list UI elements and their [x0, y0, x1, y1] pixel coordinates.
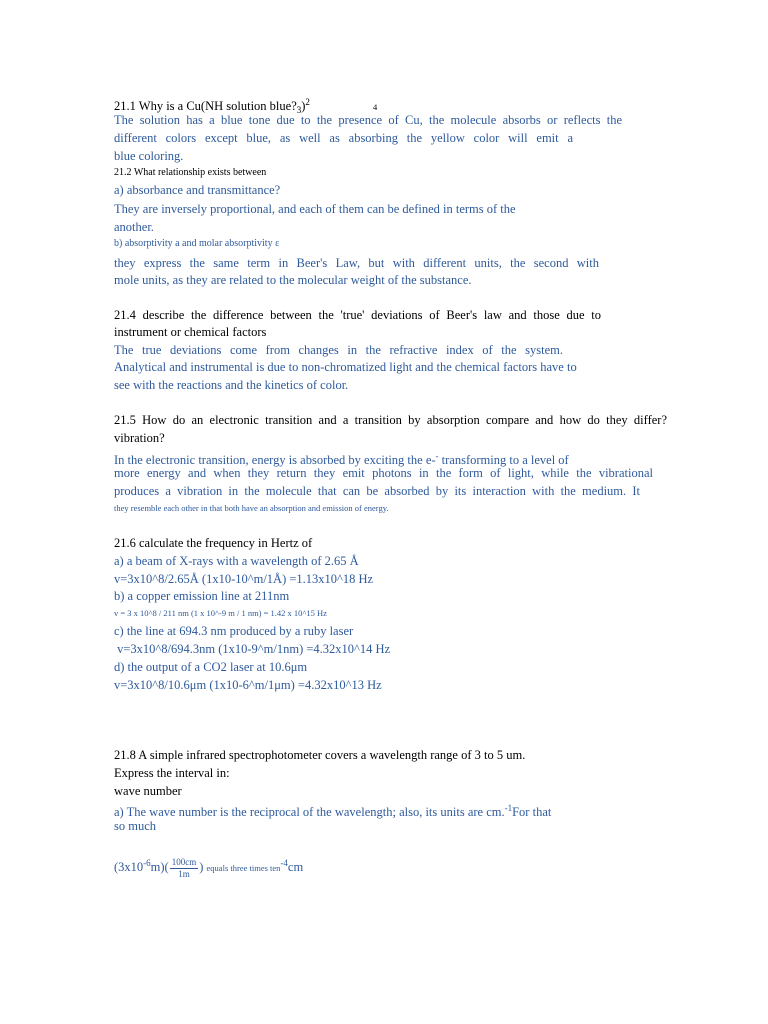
q21-2-title: 21.2 What relationship exists between	[114, 167, 267, 178]
q21-2-b-answer-line-2: mole units, as they are related to the molecular weight of the substance.	[114, 273, 472, 287]
q21-8-formula: $(3x10^{-6}m)$( $\frac{100cm}{1m}$ ) equals three times ten$^{-4}$cm	[114, 856, 304, 879]
q21-6-title: 21.6 calculate the frequency in Hertz of	[114, 536, 313, 550]
q21-6-a-answer: v=3x10^8/2.65Å (1x10-10^m/1Å) =1.13x10^18 Hz	[114, 572, 374, 586]
q21-4-answer-line-2: Analytical and instrumental is due to non-chromatized light and the chemical factors have to	[114, 360, 577, 374]
q21-6-d-answer: v=3x10^8/10.6μm (1x10-6^m/1μm) =4.32x10^13 Hz	[114, 678, 382, 692]
q21-2-a-answer-line-1: They are inversely proportional, and each of them can be defined in terms of the	[114, 202, 516, 216]
q21-2-a-answer-line-2: another.	[114, 220, 154, 234]
q21-5-answer-line-2: more energy and when they return they emit photons in the form of light, while the vibrational	[114, 466, 653, 480]
q21-8-answer-line-1: a) The wave number is the reciprocal of the wavelength; also, its units are cm.$^{-1}$For that	[114, 803, 552, 819]
q21-6-b-label: b) a copper emission line at 211nm	[114, 589, 290, 603]
q21-4-title-line-2: instrument or chemical factors	[114, 325, 267, 339]
q21-4-title-line-1: 21.4 describe the difference between the 'true' deviations of Beer's law and those due to	[114, 308, 601, 322]
q21-8-line-2: Express the interval in:	[114, 766, 230, 780]
q21-1-answer-line-2: different colors except blue, as well as absorbing the yellow color will emit a	[114, 131, 573, 145]
q21-1-title-float: 4	[373, 102, 378, 112]
q21-5-answer-line-3: produces a vibration in the molecule that can be absorbed by its interaction with the medium. It	[114, 484, 640, 498]
q21-8-answer-line-2: so much	[114, 819, 157, 833]
q21-1-answer-line-3: blue coloring.	[114, 149, 184, 163]
q21-1-answer-line-1: The solution has a blue tone due to the presence of Cu, the molecule absorbs or reflects the	[114, 113, 622, 127]
q21-2-b-label: b) absorptivity a and molar absorptivity ε	[114, 238, 280, 249]
q21-4-answer-line-1: The true deviations come from changes in the refractive index of the system.	[114, 343, 563, 357]
q21-6-c-answer: v=3x10^8/694.3nm (1x10-9^m/1nm) =4.32x10^14 Hz	[114, 642, 391, 656]
q21-6-d-label: d) the output of a CO2 laser at 10.6μm	[114, 660, 308, 674]
q21-5-title-line-1: 21.5 How do an electronic transition and a transition by absorption compare and how do they differ?	[114, 413, 667, 427]
q21-6-c-label: c) the line at 694.3 nm produced by a ruby laser	[114, 624, 354, 638]
q21-5-title-line-2: vibration?	[114, 431, 165, 445]
q21-1-title: 21.1 Why is a Cu(NH solution $blue?_3)^2$	[114, 97, 310, 115]
fraction: $\frac{100cm}{1m}$	[171, 856, 197, 879]
q21-8-title: 21.8 A simple infrared spectrophotometer covers a wavelength range of 3 to 5 um.	[114, 748, 526, 762]
q21-6-a-label: a) a beam of X-rays with a wavelength of 2.65 Å	[114, 554, 359, 568]
q21-6-b-answer: v = 3 x 10^8 / 211 nm (1 x 10^-9 m / 1 nm) = 1.42 x 10^15 Hz	[114, 608, 327, 618]
q21-5-answer-line-1: In the electronic transition, energy is absorbed by exciting the e-- transforming to a level of	[114, 451, 569, 467]
q21-5-answer-line-4: they resemble each other in that both have an absorption and emission of energy.	[114, 503, 389, 513]
q21-8-line-3: wave number	[114, 784, 182, 798]
q21-2-a-label: a) absorbance and transmittance?	[114, 183, 281, 197]
q21-2-b-answer-line-1: they express the same term in Beer's Law, but with different units, the second with	[114, 256, 599, 270]
q21-4-answer-line-3: see with the reactions and the kinetics of color.	[114, 378, 349, 392]
